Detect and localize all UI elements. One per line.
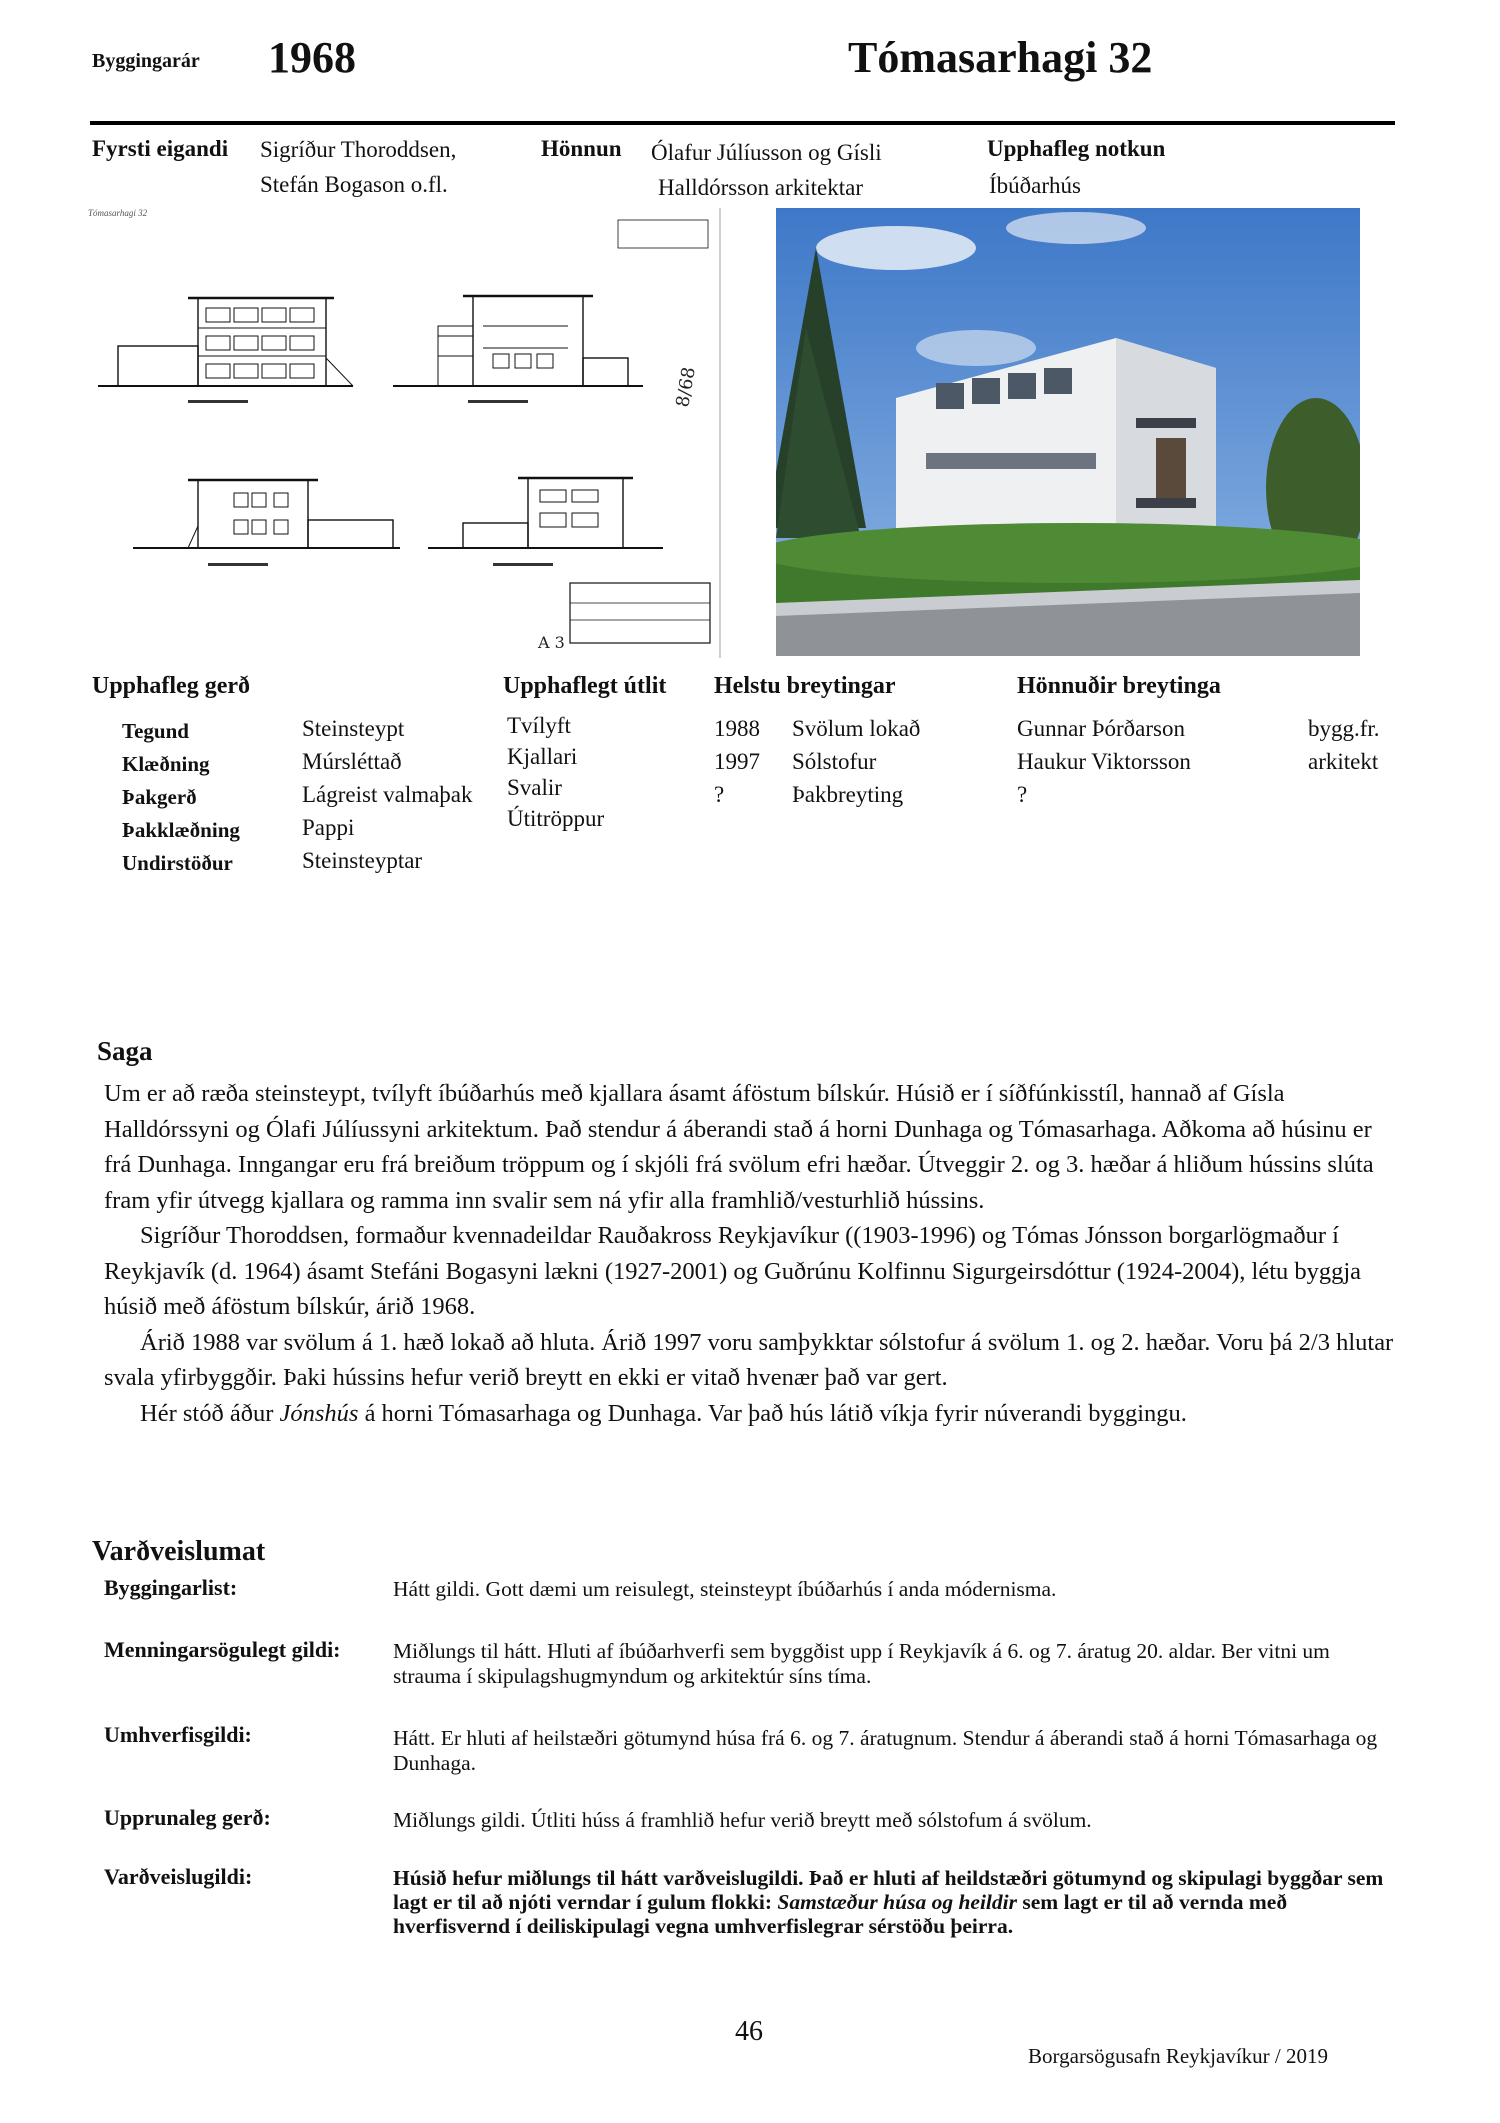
design-line-2: Halldórsson arkitektar [658,175,864,200]
original-use-label: Upphafleg notkun [987,136,1166,161]
type-row-label: Þakgerð [122,785,197,809]
preservation-heading: Varðveislumat [92,1536,266,1567]
look-item: Svalir [507,775,562,800]
rear-elevation [198,480,308,548]
original-look-heading: Upphaflegt útlit [503,673,667,699]
elevation-drawings-svg [88,208,728,658]
original-look-list [507,710,604,834]
saga-paragraph: Sigríður Thoroddsen, formaður kvennadeildar Rauðakross Reykjavíkur ((1903-1996) og Tómas Jónsson borgarlögmaður í Reykjavík (d. 1964) ásamt Stefáni Bogasyni lækni (1927-2001) og Guðrúnu Kolfinnu Sigurgeirsdóttur (1924-2004), létu byggja húsið með áföstum bílskúr, árið 1968. [104,1222,1362,1320]
page-number: 46 [735,2016,763,2047]
drawing-sheet-mark: A 3 [538,633,565,652]
change-designer-roles [1308,712,1380,778]
header-label: Byggingarár [92,50,200,72]
saga-paragraph: Um er að ræða steinsteypt, tvílyft íbúðarhús með kjallara ásamt áföstum bílskúr. Húsið er í síðfúnkisstíl, hannað af Gísla Halldórssyni og Ólafi Júlíussyni arkitektum. Það stendur á áberandi stað á horni Dunhaga og Tómasarhaga. Aðkoma að húsinu er frá Dunhaga. Inngangar eru frá breiðum tröppum og í skjóli frá svölum efri hæðar. Útveggir 2. og 3. hæðar á hliðum hússins slúta fram yfir útvegg kjallara og ramma inn svalir sem ná yfir alla framhlið/vesturhlið hússins. [104,1080,1374,1214]
change-description: Þakbreyting [792,782,904,807]
change-designer: Haukur Viktorsson [1017,749,1191,774]
change-designer-role: bygg.fr. [1308,716,1380,741]
preservation-value: Hátt. Er hluti af heilstæðri götumynd húsa frá 6. og 7. áratugnum. Stendur á áberandi stað á horni Tómasarhaga og Dunhaga. [393,1726,1378,1775]
type-row-value: Steinsteyptar [302,848,423,873]
drawing-caption: Tómasarhagi 32 [88,208,148,218]
change-year: 1997 [714,749,760,774]
change-years [714,712,760,811]
type-row-label: Klæðning [122,752,210,776]
header-divider [90,121,1395,125]
original-type-values [302,712,473,877]
saga-body [104,1076,1404,1431]
saga-paragraph [104,1396,1404,1432]
look-item: Kjallari [507,744,578,769]
type-row-value: Múrsléttað [302,749,402,774]
original-use-value: Íbúðarhús [989,173,1081,198]
type-row-label: Undirstöður [122,851,233,875]
saga-text: Hér stóð áður [140,1399,280,1427]
design-label: Hönnun [541,136,622,161]
change-description: Sólstofur [792,749,877,774]
change-description: Svölum lokað [792,716,921,741]
change-designers-heading: Hönnuðir breytinga [1017,673,1221,699]
preservation-value: Miðlungs til hátt. Hluti af íbúðarhverfi sem byggðist upp í Reykjavík á 6. og 7. áratug 20. aldar. Ber vitni um strauma í skipulagshugmyndum og arkitektúr síns tíma. [393,1639,1330,1688]
look-item: Tvílyft [507,713,571,738]
preservation-label: Upprunaleg gerð: [104,1805,271,1830]
design-line-1: Ólafur Júlíusson og Gísli [651,140,882,165]
preservation-value: Hátt gildi. Gott dæmi um reisulegt, steinsteypt íbúðarhús í anda módernisma. [393,1577,1057,1601]
house-photo [776,208,1360,656]
look-item: Útitröppur [507,806,605,831]
change-designer-names [1017,712,1191,811]
preservation-value [393,1866,1393,1938]
type-row-value: Pappi [302,815,355,840]
saga-text: á horni Tómasarhaga og Dunhaga. Var það hús látið víkja fyrir núverandi byggingu. [358,1399,1187,1427]
change-descriptions [792,712,920,811]
original-type-heading: Upphafleg gerð [92,673,250,699]
changes-heading: Helstu breytingar [714,673,896,699]
owner-label: Fyrsti eigandi [92,136,229,161]
original-type-labels [122,715,240,880]
drawing-date-mark: 8/68 [672,365,700,409]
preservation-label: Menningarsögulegt gildi: [104,1637,341,1662]
preservation-label: Umhverfisgildi: [104,1722,252,1747]
type-row-value: Lágreist valmaþak [302,782,473,807]
preservation-category: Samstæður húsa og heildir [777,1890,1017,1914]
change-designer: ? [1017,782,1028,807]
change-designer-role: arkitekt [1308,749,1379,774]
preservation-value: Miðlungs gildi. Útliti húss á framhlið hefur verið breytt með sólstofum á svölum. [393,1808,1092,1832]
type-row-label: Þakklæðning [122,818,240,842]
elevation-garage [118,346,198,386]
preservation-label: Varðveislugildi: [104,1864,253,1889]
house-photo-svg [776,208,1360,656]
type-row-label: Tegund [122,719,189,743]
change-year: 1988 [714,716,760,741]
change-year: ? [714,782,725,807]
publisher-footer: Borgarsögusafn Reykjavíkur / 2019 [1028,2044,1328,2068]
side-elevation [473,296,583,386]
saga-heading: Saga [97,1036,153,1066]
owner-line-1: Sigríður Thoroddsen, [260,137,457,162]
preservation-text: sem lagt er til að vernda með hverfisvernd í deiliskipulagi vegna umhverfislegrar sérstöðu þeirra. [393,1890,1288,1938]
change-designer: Gunnar Þórðarson [1017,716,1185,741]
page-title: Tómasarhagi 32 [848,33,1153,82]
type-row-value: Steinsteypt [302,716,405,741]
construction-year: 1968 [268,33,356,82]
saga-house-name: Jónshús [279,1399,359,1427]
preservation-text: Húsið hefur miðlungs til hátt varðveislugildi. Það er hluti af heildstæðri götumynd og skipulagi byggðar sem lagt er til að njóti verndar í gulum flokki: [393,1866,1384,1914]
saga-paragraph: Árið 1988 var svölum á 1. hæð lokað að hluta. Árið 1997 voru samþykktar sólstofur á svölum 1. og 2. hæðar. Voru þá 2/3 hlutar svala yfirbyggðir. Þaki hússins hefur verið breytt en ekki er vitað hvenær það var gert. [104,1328,1394,1391]
architectural-drawings [88,208,728,658]
preservation-label: Byggingarlist: [104,1575,238,1600]
owner-line-2: Stefán Bogason o.fl. [260,172,448,197]
